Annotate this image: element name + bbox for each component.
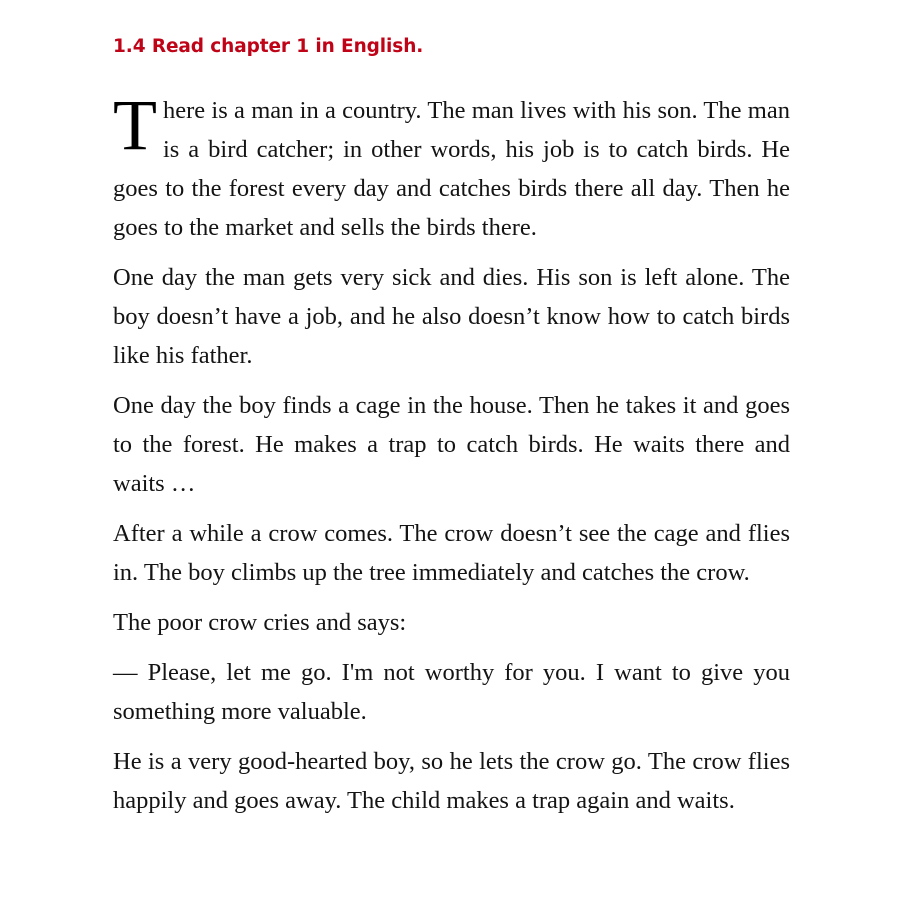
paragraph-2: One day the man gets very sick and dies. His son is left alone. The boy doesn’t have a job, and he also doesn’t know how to catch birds like his father. <box>113 264 790 370</box>
text-column <box>113 0 790 820</box>
paragraph-4: After a while a crow comes. The crow doesn’t see the cage and flies in. The boy climbs up the tree immediately and catches the crow. <box>113 520 790 587</box>
paragraph-3: One day the boy finds a cage in the house. Then he takes it and goes to the forest. He makes a trap to catch birds. He waits there and waits … <box>113 392 790 498</box>
paragraph-6: — Please, let me go. I'm not worthy for you. I want to give you something more valuable. <box>113 659 790 726</box>
section-heading: 1.4 Read chapter 1 in English. <box>113 36 424 57</box>
drop-cap-letter: T <box>113 85 157 166</box>
paragraph-1 <box>113 85 790 247</box>
paragraph-5: The poor crow cries and says: <box>113 609 407 637</box>
paragraph-7: He is a very good-hearted boy, so he lets the crow go. The crow flies happily and goes away. The child makes a trap again and waits. <box>113 748 790 815</box>
paragraph-1-text: here is a man in a country. The man lives with his son. The man is a bird catcher; in other words, his job is to catch birds. He goes to the forest every day and catches birds there all day. Then he goes to the market and sells the birds there. <box>113 97 790 242</box>
